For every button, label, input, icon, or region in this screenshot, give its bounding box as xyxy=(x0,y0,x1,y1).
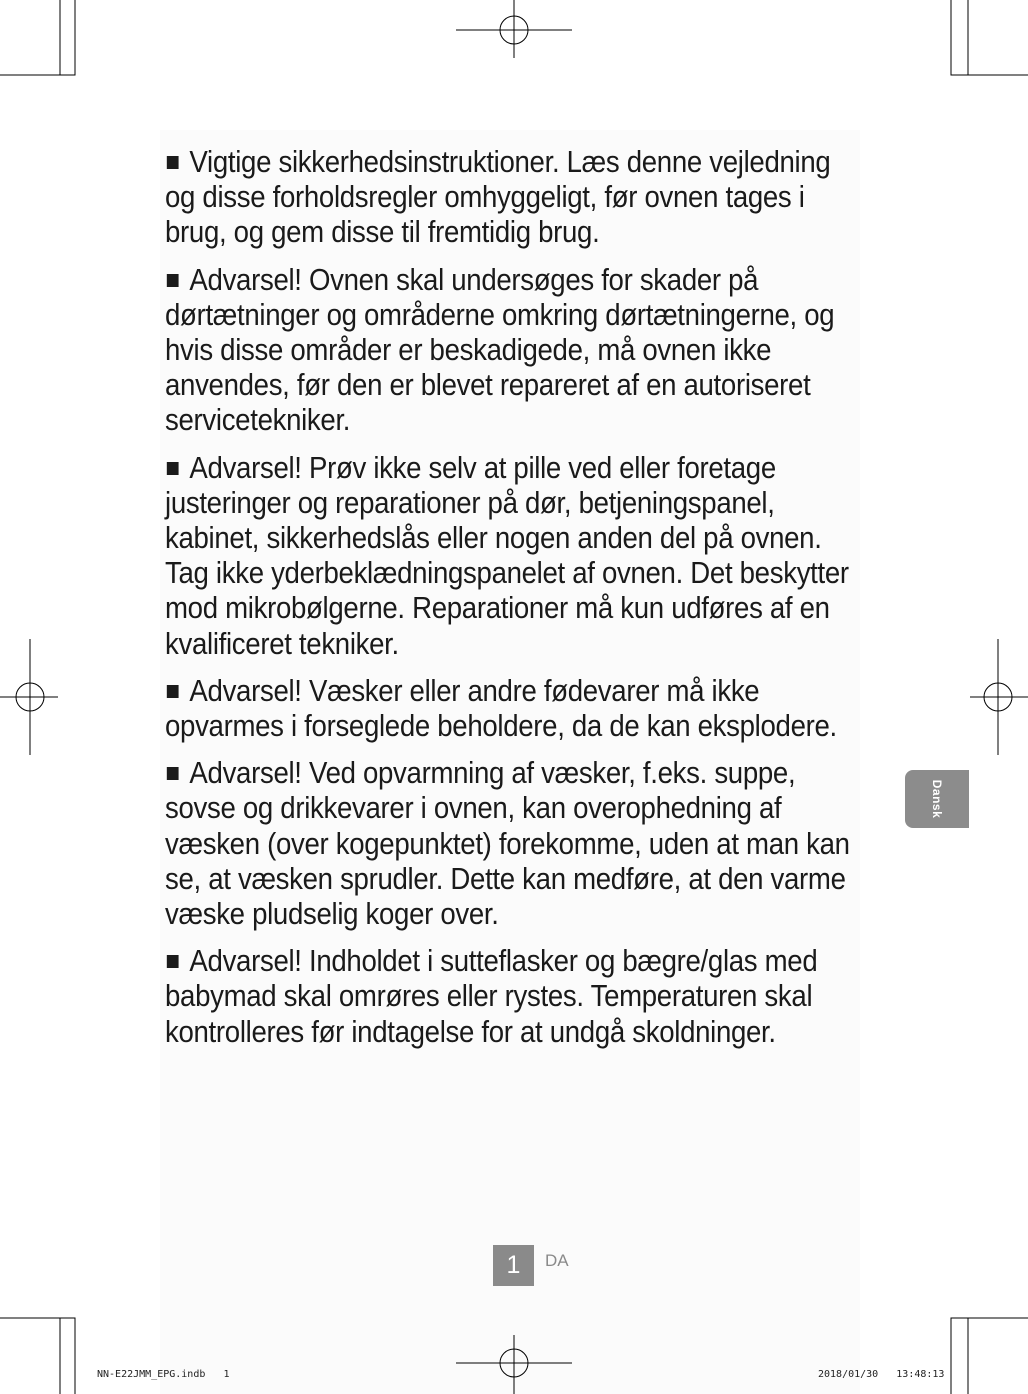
paragraph-text: Advarsel! Væsker eller andre fødevarer må ikke opvarmes i forseglede beholdere, da de kan eksplodere. xyxy=(165,673,837,744)
paragraph-text: Advarsel! Ovnen skal undersøges for skader på dørtætninger og områderne omkring dørtætningerne, og hvis disse områder er beskadigede, må ovnen ikke anvendes, før den er blevet repareret af en autoriseret servicetekniker. xyxy=(165,262,835,438)
registration-mark-bottom xyxy=(456,1335,572,1394)
paragraph-warning-no-self-repair xyxy=(165,451,862,662)
crop-mark-top-right xyxy=(951,0,1028,75)
language-code: DA xyxy=(545,1251,569,1270)
paragraph-warning-superheating xyxy=(165,756,862,932)
registration-mark-top xyxy=(456,0,572,58)
language-side-tab-label: Dansk xyxy=(930,779,944,819)
square-bullet-icon xyxy=(167,274,179,287)
paragraph-text: Vigtige sikkerhedsinstruktioner. Læs denne vejledning og disse forholdsregler omhyggeligt, før ovnen tages i brug, og gem disse til fremtidig brug. xyxy=(165,145,831,250)
language-side-tab xyxy=(905,770,969,828)
paragraph-warning-baby-food xyxy=(165,944,862,1050)
paragraph-important-instructions xyxy=(165,145,862,251)
paragraph-text: Advarsel! Ved opvarmning af væsker, f.eks. suppe, sovse og drikkevarer i ovnen, kan overophedning af væsken (over kogepunktet) forekomme, uden at man kan se, at væsken sprudler. Dette kan medføre, at den varme væske pludselig koger over. xyxy=(165,756,850,932)
square-bullet-icon xyxy=(167,767,179,780)
page-number: 1 xyxy=(493,1245,534,1286)
paragraph-text: Advarsel! Indholdet i sutteflasker og bægre/glas med babymad skal omrøres eller rystes. Temperaturen skal kontrolleres før indtagelse for at undgå skoldninger. xyxy=(165,944,818,1049)
crop-mark-bottom-left xyxy=(0,1318,75,1394)
registration-mark-right xyxy=(970,639,1028,755)
print-slug-left xyxy=(97,1369,229,1380)
slug-sheet: 1 xyxy=(223,1369,230,1380)
safety-instructions xyxy=(165,145,865,1062)
registration-mark-left xyxy=(0,639,58,755)
slug-date: 2018/01/30 xyxy=(818,1369,879,1380)
paragraph-text: Advarsel! Prøv ikke selv at pille ved eller foretage justeringer og reparationer på dør, betjeningspanel, kabinet, sikkerhedslås eller nogen anden del på ovnen. Tag ikke yderbeklædningspanelet af ovnen. Det beskytter mod mikrobølgerne. Reparationer må kun udføres af en kvalificeret tekniker. xyxy=(165,450,849,661)
crop-mark-bottom-right xyxy=(951,1318,1028,1394)
print-slug-right xyxy=(818,1369,944,1380)
slug-filename: NN-E22JMM_EPG.indb xyxy=(97,1369,206,1380)
square-bullet-icon xyxy=(167,156,179,169)
slug-time: 13:48:13 xyxy=(896,1369,945,1380)
paragraph-warning-door-seals xyxy=(165,263,862,439)
square-bullet-icon xyxy=(167,462,179,475)
square-bullet-icon xyxy=(167,955,179,968)
paragraph-warning-sealed-containers xyxy=(165,674,862,744)
crop-mark-top-left xyxy=(0,0,75,75)
square-bullet-icon xyxy=(167,685,179,698)
